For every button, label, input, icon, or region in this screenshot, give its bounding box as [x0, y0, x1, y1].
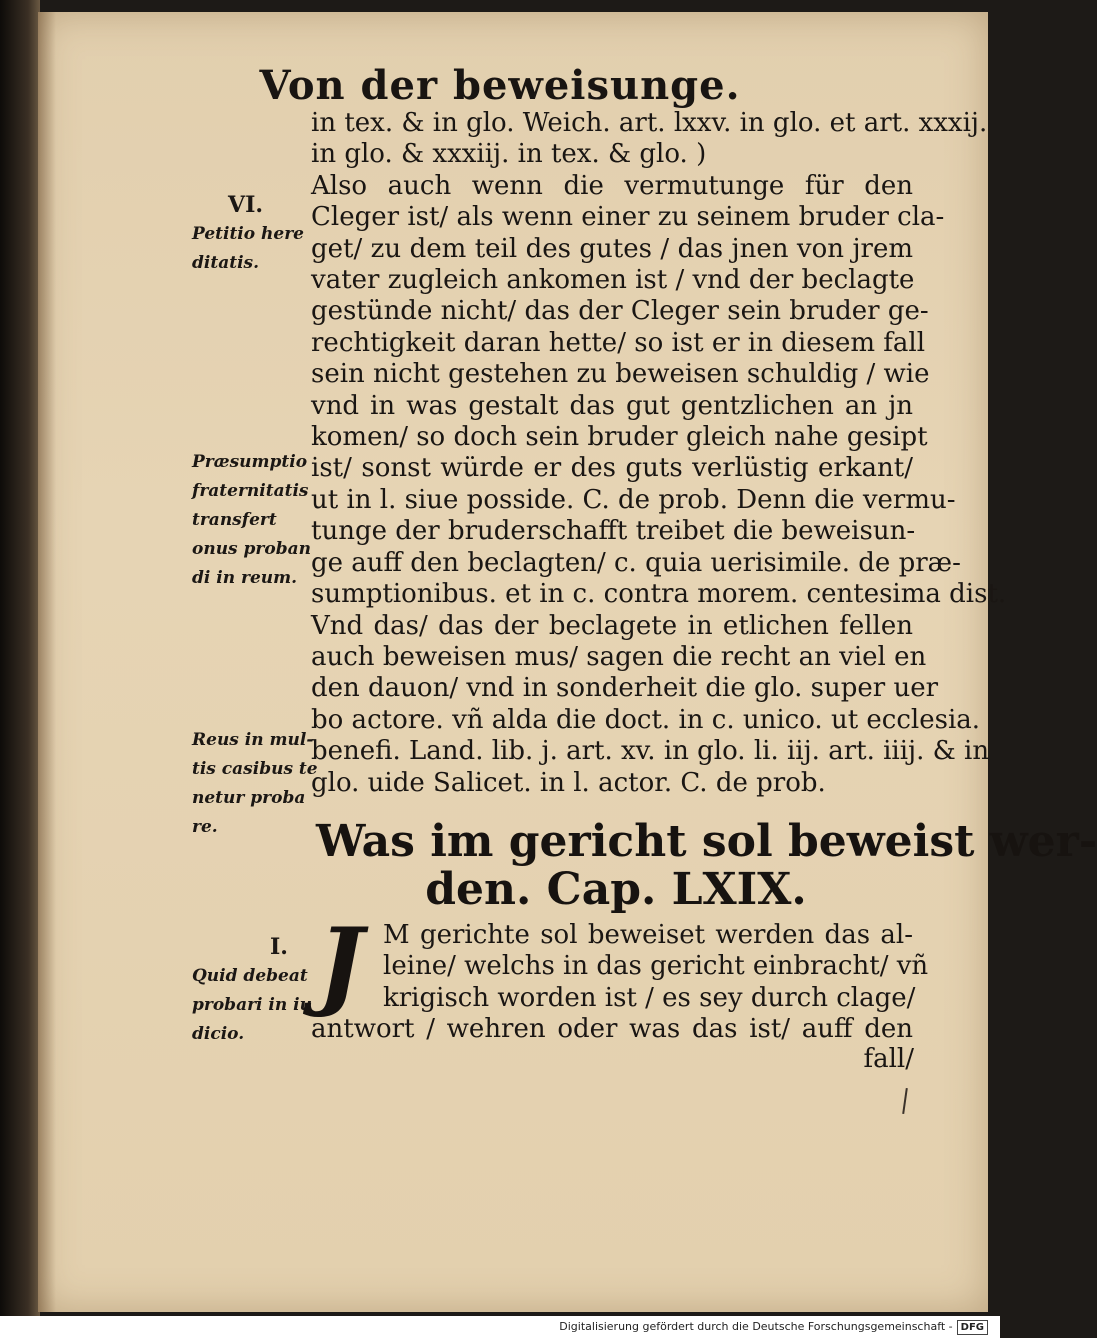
margin-note-line: Quid debeat	[192, 966, 308, 986]
margin-note-line: probari in iu	[192, 995, 312, 1015]
dfg-logo: DFG	[957, 1320, 988, 1335]
footer-text: Digitalisierung gefördert durch die Deutsche Forschungsgemeinschaft -	[559, 1320, 953, 1333]
margin-note-line: netur proba	[192, 788, 306, 808]
body-line: den dauon/ vnd in sonderheit die glo. super uer	[311, 673, 939, 704]
chapter-line: antwort / wehren oder was das ist/ auff den	[311, 1014, 913, 1045]
chapter-body	[311, 907, 929, 1046]
body-line: komen/ so doch sein bruder gleich nahe gesipt	[311, 422, 928, 453]
margin-note-line: re.	[192, 817, 218, 837]
margin-note-line: Petitio here	[192, 224, 304, 244]
body-line: sumptionibus. et in c. contra morem. centesima dist.	[311, 579, 1007, 610]
margin-note-line: fraternitatis	[192, 481, 309, 501]
body-line: benefi. Land. lib. j. art. xv. in glo. li. iij. art. iiij. & in	[311, 736, 990, 767]
body-line: rechtigkeit daran hette/ so ist er in diesem fall	[311, 327, 926, 358]
body-line: get/ zu dem teil des gutes / das jnen von jrem	[311, 233, 913, 264]
body-line: Cleger ist/ als wenn einer zu seinem bruder cla-	[311, 202, 945, 233]
drop-cap-initial: J	[318, 907, 364, 1020]
margin-note-reus	[192, 726, 318, 842]
chapter-line: leine/ welchs in das gericht einbracht/ vñ	[383, 951, 929, 982]
section-number-vi: VI.	[228, 192, 264, 218]
margin-note-line: di in reum.	[192, 568, 298, 588]
body-line: Also auch wenn die vermutunge für den	[311, 170, 913, 201]
margin-note-petitio	[192, 220, 310, 278]
body-line: ge auff den beclagten/ c. quia uerisimile. de præ-	[311, 547, 961, 578]
chapter-line: M gerichte sol beweiset werden das al-	[383, 920, 913, 950]
body-line: tunge der bruderschafft treibet die beweisun-	[311, 516, 916, 547]
margin-note-line: onus proban	[192, 539, 311, 559]
margin-note-line: dicio.	[192, 1024, 245, 1044]
body-line: glo. uide Salicet. in l. actor. C. de prob.	[311, 767, 826, 798]
catchword: fall/	[863, 1044, 914, 1074]
margin-note-quid	[192, 962, 310, 1049]
body-line: bo actore. vñ alda die doct. in c. unico. ut ecclesia.	[311, 704, 981, 735]
body-line: in glo. & xxxiij. in tex. & glo. )	[311, 139, 707, 170]
page-spine-shadow	[38, 12, 56, 1312]
scan-edge-left	[0, 0, 40, 1316]
margin-note-line: Reus in mul-	[192, 730, 314, 750]
chapter-line: krigisch worden ist / es sey durch clage/	[383, 982, 916, 1013]
body-line: vater zugleich ankomen ist / vnd der beclagte	[311, 265, 915, 296]
body-line: Vnd das/ das der beclagete in etlichen fellen	[311, 610, 913, 641]
body-line: ist/ sonst würde er des guts verlüstig erkant/	[311, 453, 913, 484]
body-line: auch beweisen mus/ sagen die recht an viel en	[311, 641, 927, 672]
body-line: in tex. & in glo. Weich. art. lxxv. in glo. et art. xxxij.	[311, 108, 988, 138]
body-line: sein nicht gestehen zu beweisen schuldig / wie	[311, 359, 930, 390]
body-text	[311, 108, 1007, 799]
body-line: vnd in was gestalt das gut gentzlichen an jn	[311, 390, 913, 421]
margin-note-line: transfert	[192, 510, 277, 530]
chapter-title-line: Was im gericht sol beweist wer-	[316, 816, 1097, 867]
digitization-footer	[0, 1316, 1000, 1338]
margin-note-line: tis casibus te	[192, 759, 318, 779]
margin-note-line: Præsumptio	[192, 452, 308, 472]
section-number-i: I.	[270, 934, 288, 960]
margin-note-praesumptio	[192, 448, 310, 593]
body-line: ut in l. siue posside. C. de prob. Denn die vermu-	[311, 484, 956, 515]
chapter-title-line: den. Cap. LXIX.	[425, 864, 807, 915]
margin-note-line: ditatis.	[192, 253, 260, 273]
chapter-title	[316, 816, 1097, 915]
running-head: Von der beweisunge.	[259, 62, 741, 109]
body-line: gestünde nicht/ das der Cleger sein bruder ge-	[311, 296, 929, 327]
